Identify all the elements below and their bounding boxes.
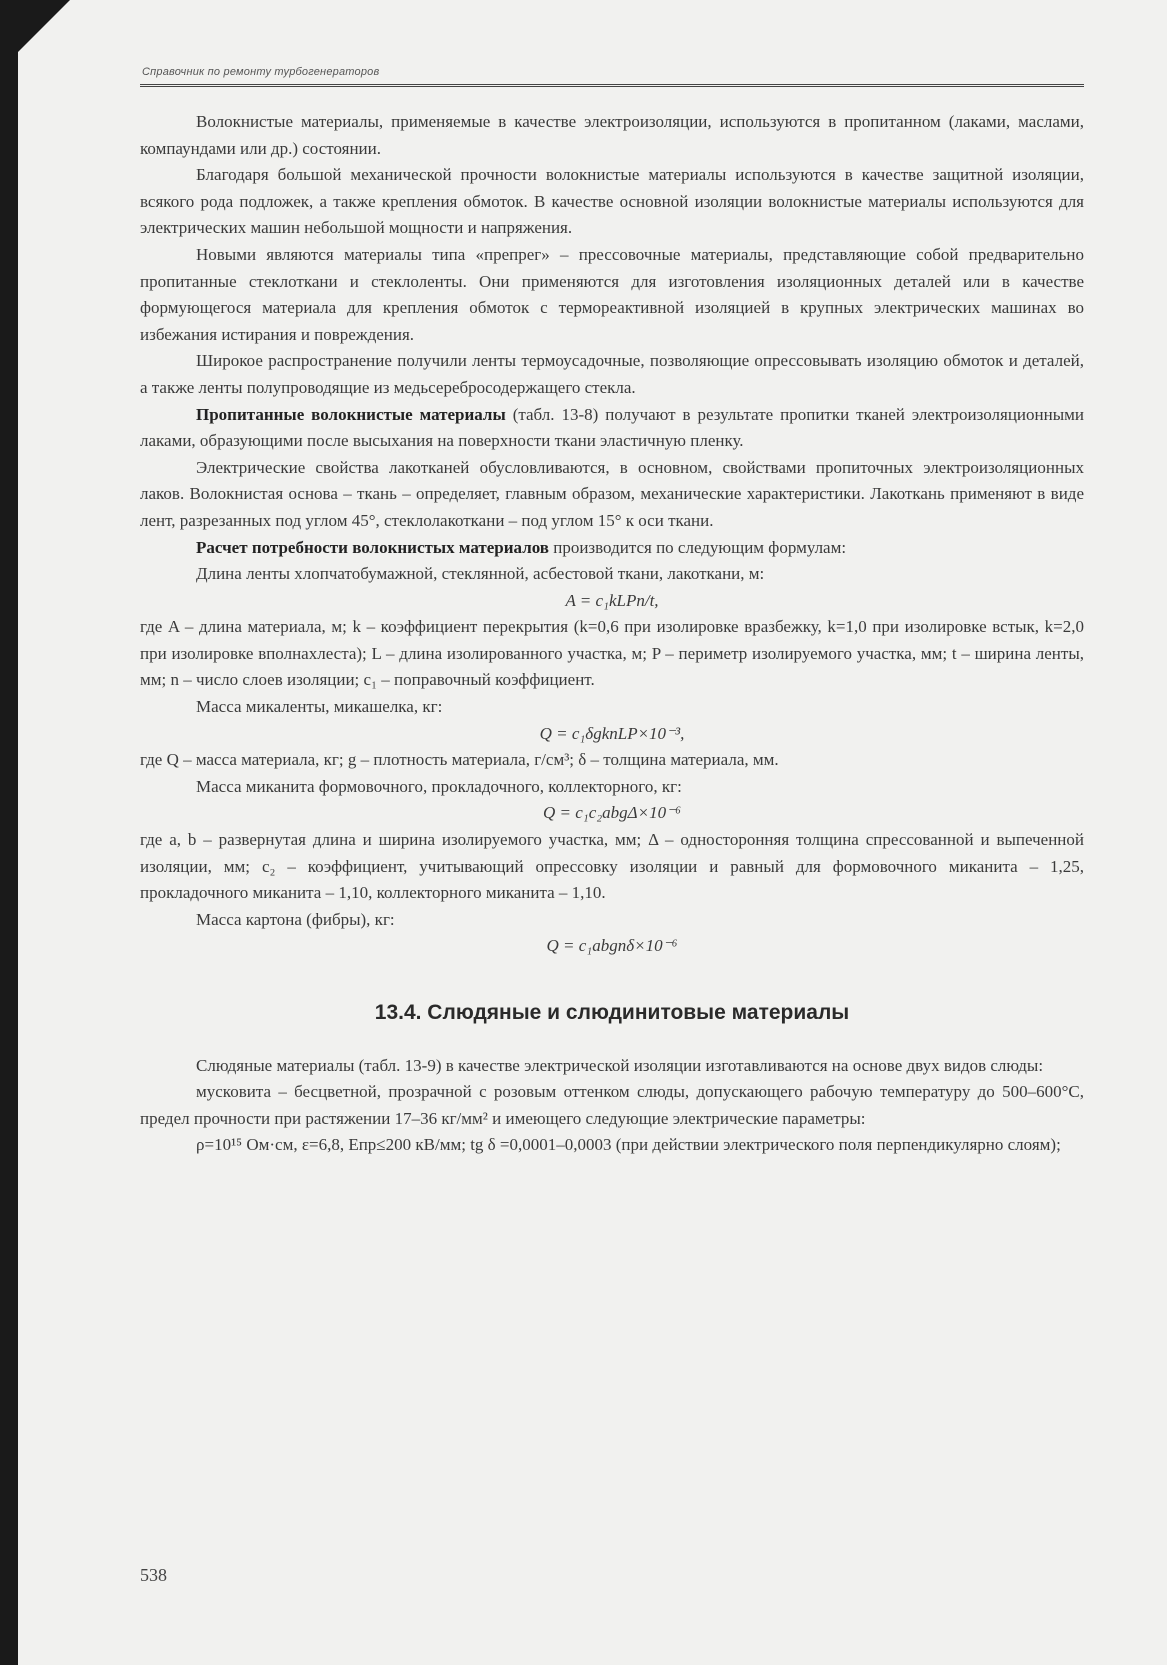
paragraph (140, 402, 1084, 455)
formula: Q = c₁abgnδ×10⁻⁶ (546, 936, 678, 956)
paragraph: ρ=10¹⁵ Ом·см, ε=6,8, Eпр≤200 кВ/мм; tg δ =0,0001–0,0003 (при действии электрического поля перпендикулярно слоям); (196, 1135, 1061, 1155)
paragraph-text: производится по следующим формулам: (548, 537, 847, 557)
page-body (140, 109, 1084, 1159)
paragraph: Новыми являются материалы типа «препрег» – прессовочные материалы, представляющие собой предварительно пропитанные стеклоткани и стеклоленты. Они применяются для изготовления изоляционных деталей или в качестве формующегося материала для крепления обмоток с термореактивной изоляцией в крупных электрических машинах во избежания истирания и повреждения. (140, 244, 1084, 344)
bold-term: Расчет потребности волокнистых материалов (196, 537, 549, 557)
paragraph: Масса миканита формовочного, прокладочного, коллекторного, кг: (196, 776, 682, 796)
paragraph: Слюдяные материалы (табл. 13-9) в качестве электрической изоляции изготавливаются на основе двух видов слюды: (196, 1055, 1044, 1075)
scan-corner-shadow (0, 0, 70, 70)
paragraph: Масса картона (фибры), кг: (196, 909, 395, 929)
running-head: Справочник по ремонту турбогенераторов (142, 66, 380, 78)
paragraph-text: (табл. 13-8) получают в результате пропитки тканей электроизоляционными лаками, образующими после высыхания на поверхности ткани эластичную пленку. (140, 404, 1084, 451)
scanned-page (18, 0, 1167, 1665)
paragraph: Благодаря большой механической прочности волокнистые материалы используются в качестве защитной изоляции, всякого рода подложек, а также крепления обмоток. В качестве основной изоляции волокнистые материалы используются для электрических машин небольшой мощности и напряжения. (140, 165, 1084, 238)
paragraph: Масса микаленты, микашелка, кг: (196, 697, 443, 717)
paragraph: Волокнистые материалы, применяемые в качестве электроизоляции, используются в пропитанном (лаками, маслами, компаундами или др.) состоянии. (140, 112, 1084, 158)
paragraph: Широкое распространение получили ленты термоусадочные, позволяющие опрессовывать изоляцию обмоток и деталей, а также ленты полупроводящие из медьсереброcодержащего стекла. (140, 351, 1084, 397)
paragraph: где a, b – развернутая длина и ширина изолируемого участка, мм; Δ – односторонняя толщина спрессованной и выпеченной изоляции, мм; c₂ – коэффициент, учитывающий опрессовку изоляции и равный для формовочного миканита – 1,25, прокладочного миканита – 1,10, коллекторного миканита – 1,10. (140, 830, 1084, 903)
paragraph: Электрические свойства лакотканей обусловливаются, в основном, свойствами пропиточных электроизоляционных лаков. Волокнистая основа – ткань – определяет, главным образом, механические характеристики. Лакоткань применяют в виде лент, разрезанных под углом 45°, стеклолакоткани – под углом 15° к оси ткани. (140, 457, 1084, 530)
paragraph: Длина ленты хлопчатобумажной, стеклянной, асбестовой ткани, лакоткани, м: (196, 564, 765, 584)
formula: Q = c₁c₂abgΔ×10⁻⁶ (543, 803, 681, 823)
paragraph: где Q – масса материала, кг; g – плотность материала, г/см³; δ – толщина материала, мм. (140, 750, 779, 770)
page-number: 538 (140, 1565, 167, 1585)
formula: Q = c₁δgknLP×10⁻³, (539, 723, 685, 743)
formula: A = c₁kLPn/t, (565, 590, 659, 610)
header-rule (140, 84, 1084, 87)
paragraph: где A – длина материала, м; k – коэффициент перекрытия (k=0,6 при изолировке вразбежку, k=1,0 при изолировке встык, k=2,0 при изолировке вполнахлеста); L – длина изолированного участка, м; P – периметр изолируемого участка, мм; t – ширина ленты, мм; n – число слоев изоляции; c₁ – поправочный коэффициент. (140, 617, 1084, 690)
section-title: 13.4. Слюдяные и слюдинитовые материалы (374, 1001, 850, 1024)
paragraph: мусковита – бесцветной, прозрачной с розовым оттенком слюды, допускающего рабочую температуру до 500–600°C, предел прочности при растяжении 17–36 кг/мм² и имеющего следующие электрические параметры: (140, 1082, 1084, 1128)
bold-term: Пропитанные волокнистые материалы (196, 404, 506, 424)
paragraph (140, 535, 1084, 562)
